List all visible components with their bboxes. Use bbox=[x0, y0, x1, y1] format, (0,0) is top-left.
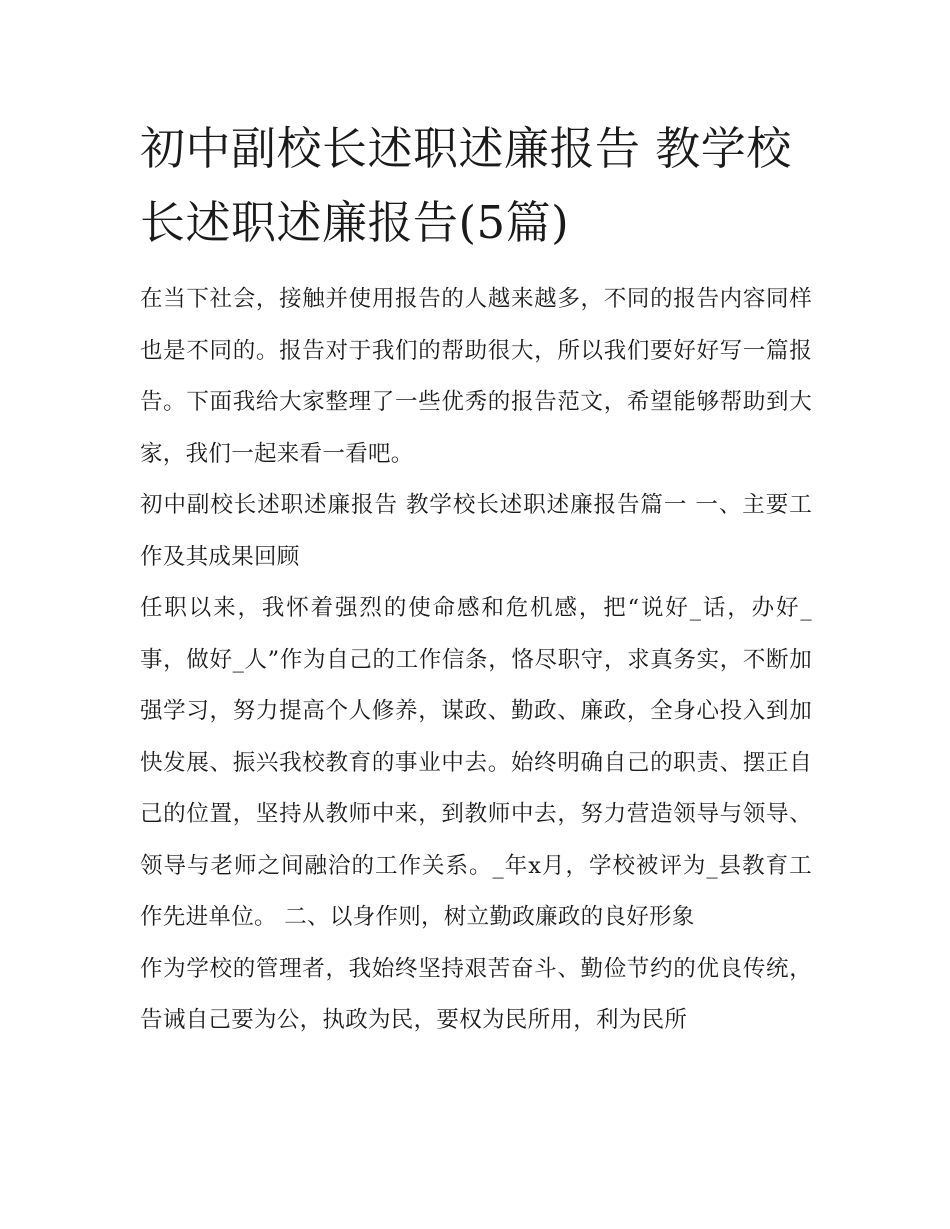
document-title: 初中副校长述职述廉报告 教学校长述职述廉报告(5篇) bbox=[140, 122, 792, 249]
work-review-paragraph: 任职以来，我怀着强烈的使命感和危机感，把“说好_话，办好_事，做好_人”作为自己的工作信条，恪尽职守，求真务实，不断加强学习，努力提高个人修养，谋政、勤政、廉政，全身心投入到加快发展、振兴我校教育的事业中去。始终明确自己的职责、摆正自己的位置，坚持从教师中来，到教师中去，努力营造领导与领导、领导与老师之间融洽的工作关系。_年x月，学校被评为_县教育工作先进单位。 二、以身作则，树立勤政廉政的良好形象 bbox=[140, 595, 812, 930]
intro-paragraph: 在当下社会，接触并使用报告的人越来越多，不同的报告内容同样也是不同的。报告对于我们的帮助很大，所以我们要好好写一篇报告。下面我给大家整理了一些优秀的报告范文，希望能够帮助到大家，我们一起来看一看吧。 bbox=[140, 286, 812, 467]
section-heading-paragraph: 初中副校长述职述廉报告 教学校长述职述廉报告篇一 一、主要工作及其成果回顾 bbox=[140, 492, 812, 570]
integrity-paragraph: 作为学校的管理者，我始终坚持艰苦奋斗、勤俭节约的优良传统，告诫自己要为公，执政为民，要权为民所用，利为民所 bbox=[140, 955, 812, 1033]
document-body bbox=[140, 112, 812, 1047]
